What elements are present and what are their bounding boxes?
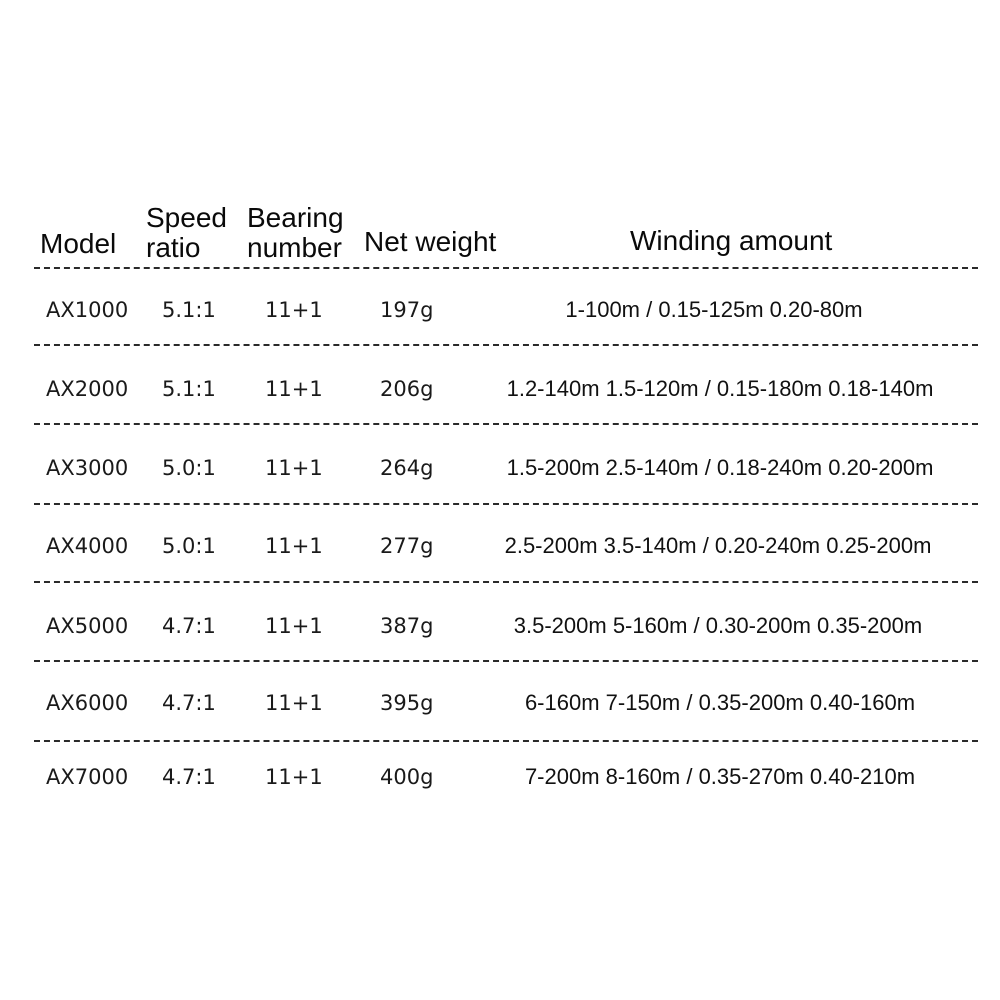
- divider: [34, 503, 978, 505]
- cell-speed-ratio: 4.7:1: [162, 765, 216, 789]
- spec-table: [34, 0, 978, 1000]
- cell-bearing: 11+1: [265, 534, 323, 558]
- cell-winding: 7-200m 8-160m / 0.35-270m 0.40-210m: [524, 764, 916, 789]
- cell-model: AX7000: [46, 765, 129, 789]
- cell-model: AX5000: [46, 614, 129, 638]
- divider: [34, 344, 978, 346]
- cell-speed-ratio: 5.1:1: [162, 298, 216, 322]
- header-model: Model: [40, 228, 117, 259]
- header-speed-ratio-line1: Speed: [146, 202, 227, 233]
- cell-weight: 197g: [380, 298, 434, 322]
- table-row: [34, 757, 978, 797]
- cell-bearing: 11+1: [265, 614, 323, 638]
- cell-winding: 1-100m / 0.15-125m 0.20-80m: [565, 297, 863, 322]
- cell-weight: 277g: [380, 534, 434, 558]
- cell-bearing: 11+1: [265, 691, 323, 715]
- cell-model: AX1000: [46, 298, 129, 322]
- divider: [34, 581, 978, 583]
- cell-bearing: 11+1: [265, 765, 323, 789]
- header-bearing-number-line1: Bearing: [247, 202, 344, 233]
- cell-winding: 6-160m 7-150m / 0.35-200m 0.40-160m: [524, 690, 916, 715]
- cell-winding: 3.5-200m 5-160m / 0.30-200m 0.35-200m: [513, 613, 923, 638]
- table-row: [34, 448, 978, 488]
- cell-weight: 206g: [380, 377, 434, 401]
- table-row: [34, 290, 978, 330]
- cell-speed-ratio: 4.7:1: [162, 614, 216, 638]
- divider: [34, 267, 978, 269]
- header-speed-ratio: [146, 203, 227, 263]
- header-bearing-number: [247, 203, 344, 263]
- header-winding-amount: Winding amount: [630, 225, 833, 256]
- cell-model: AX2000: [46, 377, 129, 401]
- table-row: [34, 683, 978, 723]
- header-net-weight: Net weight: [364, 226, 497, 257]
- cell-model: AX3000: [46, 456, 129, 480]
- cell-speed-ratio: 5.0:1: [162, 456, 216, 480]
- cell-weight: 264g: [380, 456, 434, 480]
- cell-weight: 387g: [380, 614, 434, 638]
- cell-model: AX6000: [46, 691, 129, 715]
- table-row: [34, 369, 978, 409]
- cell-model: AX4000: [46, 534, 129, 558]
- header-speed-ratio-line2: ratio: [146, 232, 201, 263]
- cell-bearing: 11+1: [265, 298, 323, 322]
- divider: [34, 740, 978, 742]
- header-bearing-number-line2: number: [247, 232, 342, 263]
- table-row: [34, 526, 978, 566]
- cell-winding: 2.5-200m 3.5-140m / 0.20-240m 0.25-200m: [504, 533, 932, 558]
- cell-weight: 400g: [380, 765, 434, 789]
- cell-speed-ratio: 5.0:1: [162, 534, 216, 558]
- table-row: [34, 606, 978, 646]
- cell-weight: 395g: [380, 691, 434, 715]
- divider: [34, 660, 978, 662]
- cell-speed-ratio: 4.7:1: [162, 691, 216, 715]
- cell-bearing: 11+1: [265, 377, 323, 401]
- divider: [34, 423, 978, 425]
- cell-speed-ratio: 5.1:1: [162, 377, 216, 401]
- cell-winding: 1.5-200m 2.5-140m / 0.18-240m 0.20-200m: [506, 455, 934, 480]
- cell-winding: 1.2-140m 1.5-120m / 0.15-180m 0.18-140m: [506, 376, 934, 401]
- cell-bearing: 11+1: [265, 456, 323, 480]
